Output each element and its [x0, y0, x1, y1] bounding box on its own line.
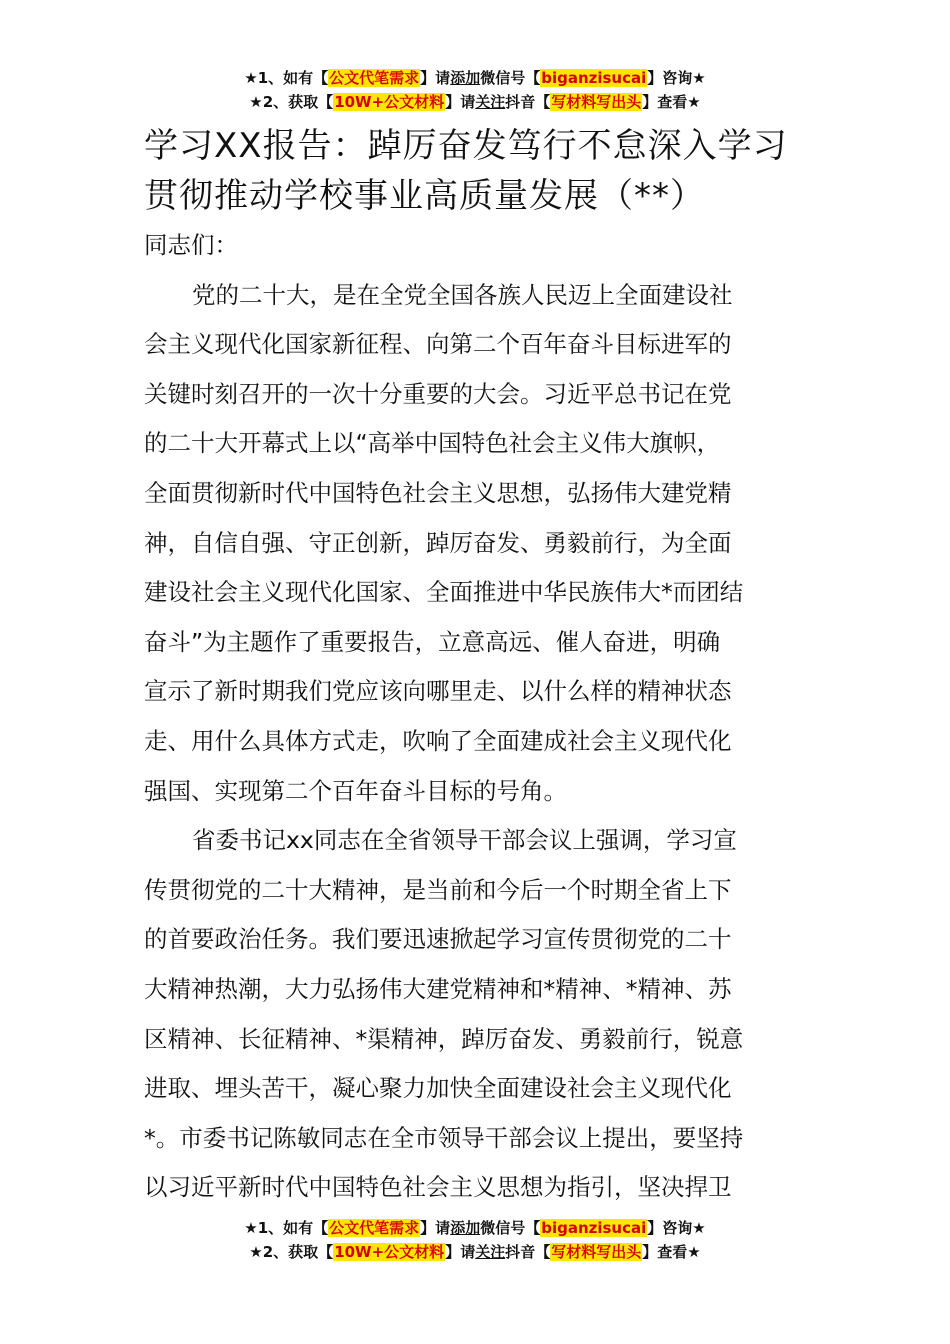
document-body — [144, 221, 824, 1213]
banner-highlight: 公文代笔需求 — [329, 1219, 420, 1237]
paragraph-line: 宣示了新时期我们党应该向哪里走、以什么样的精神状态 — [144, 677, 732, 706]
banner-line-2 — [0, 90, 950, 114]
banner-text: 】请 — [445, 93, 476, 111]
banner-text: ★1、如有【 — [244, 69, 329, 87]
title-line-2: 贯彻推动学校事业高质量发展（**） — [144, 176, 705, 216]
paragraph-line: 大精神热潮，大力弘扬伟大建党精神和*精神、*精神、苏 — [144, 974, 732, 1003]
paragraph-line: 强国、实现第二个百年奋斗目标的号角。 — [144, 776, 567, 805]
paragraph-line: 以习近平新时代中国特色社会主义思想为指引，坚决捍卫 — [144, 1173, 732, 1202]
paragraph-line: 的首要政治任务。我们要迅速掀起学习宣传贯彻党的二十 — [144, 925, 732, 954]
paragraph-line: 的二十大开幕式上以“高举中国特色社会主义伟大旗帜， — [144, 429, 721, 458]
paragraph-line: 区精神、长征精神、*渠精神，踔厉奋发、勇毅前行，锐意 — [144, 1024, 744, 1053]
paragraph-line: 党的二十大，是在全党全国各族人民迈上全面建设社 — [192, 280, 733, 309]
banner-text: 】咨询★ — [647, 69, 706, 87]
banner-text: 】咨询★ — [647, 1219, 706, 1237]
paragraph-line: 关键时刻召开的一次十分重要的大会。习近平总书记在党 — [144, 379, 732, 408]
banner-text: ★2、获取【 — [249, 1243, 334, 1261]
banner-text: 抖音【 — [505, 1243, 551, 1261]
banner-text: 】请 — [420, 1219, 451, 1237]
banner-text: 微信号【 — [480, 1219, 541, 1237]
banner-text: ★2、获取【 — [249, 93, 334, 111]
banner-highlight: biganzisucai — [541, 69, 647, 87]
banner-highlight: 写材料写出头 — [551, 93, 642, 111]
paragraph-1 — [144, 271, 824, 817]
paragraph-line: 省委书记xx同志在全省领导干部会议上强调，学习宣 — [192, 826, 737, 855]
banner-text: 抖音【 — [505, 93, 551, 111]
header-banner — [0, 66, 950, 114]
banner-text: 】请 — [420, 69, 451, 87]
document-title — [144, 121, 824, 221]
banner-text: 微信号【 — [480, 69, 541, 87]
banner-underline: 添加 — [450, 1219, 481, 1237]
banner-underline: 关注 — [475, 1243, 506, 1261]
paragraph-line: 会主义现代化国家新征程、向第二个百年奋斗目标进军的 — [144, 330, 732, 359]
banner-text: 】查看★ — [642, 93, 701, 111]
banner-highlight: 10W+公文材料 — [334, 93, 445, 111]
paragraph-line: 传贯彻党的二十大精神，是当前和今后一个时期全省上下 — [144, 875, 732, 904]
banner-text: ★1、如有【 — [244, 1219, 329, 1237]
salutation: 同志们： — [144, 231, 238, 259]
banner-underline: 关注 — [475, 93, 506, 111]
paragraph-line: 进取、埋头苦干，凝心聚力加快全面建设社会主义现代化 — [144, 1074, 732, 1103]
paragraph-line: 走、用什么具体方式走，吹响了全面建成社会主义现代化 — [144, 726, 732, 755]
banner-highlight: biganzisucai — [541, 1219, 647, 1237]
paragraph-line: 建设社会主义现代化国家、全面推进中华民族伟大*而团结 — [144, 578, 744, 607]
banner-highlight: 写材料写出头 — [551, 1243, 642, 1261]
paragraph-line: 奋斗”为主题作了重要报告，立意高远、催人奋进，明确 — [144, 627, 721, 656]
paragraph-line: *。市委书记陈敏同志在全市领导干部会议上提出，要坚持 — [144, 1123, 744, 1152]
banner-highlight: 10W+公文材料 — [334, 1243, 445, 1261]
paragraph-line: 全面贯彻新时代中国特色社会主义思想，弘扬伟大建党精 — [144, 478, 732, 507]
banner-line-1 — [0, 1216, 950, 1240]
paragraph-2 — [144, 816, 824, 1213]
title-line-1: 学习XX报告：踔厉奋发笃行不怠深入学习 — [144, 126, 788, 166]
banner-underline: 添加 — [450, 69, 481, 87]
banner-line-1 — [0, 66, 950, 90]
banner-text: 】查看★ — [642, 1243, 701, 1261]
banner-line-2 — [0, 1240, 950, 1264]
banner-text: 】请 — [445, 1243, 476, 1261]
paragraph-line: 神，自信自强、守正创新，踔厉奋发、勇毅前行，为全面 — [144, 528, 732, 557]
banner-highlight: 公文代笔需求 — [329, 69, 420, 87]
footer-banner — [0, 1216, 950, 1264]
